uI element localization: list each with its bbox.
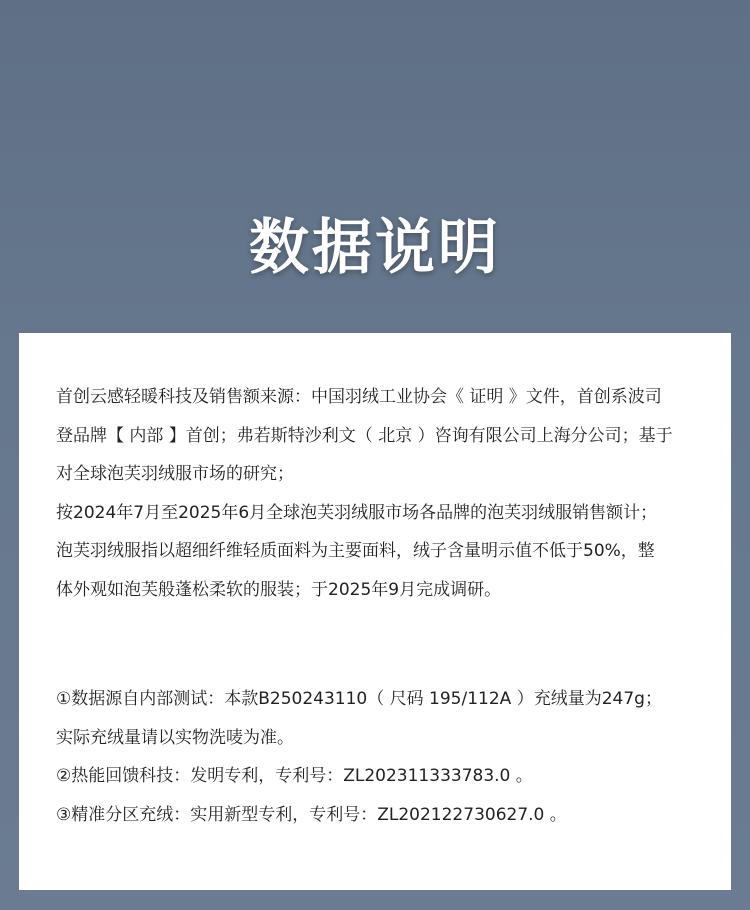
text-line: 泡芙羽绒服指以超细纤维轻质面料为主要面料，绒子含量明示值不低于50%，整 — [56, 541, 655, 562]
text-line: 登品牌【 内部 】首创；弗若斯特沙利文（ 北京 ）咨询有限公司上海分公司；基于 — [56, 425, 673, 446]
page-title: 数据说明 — [249, 213, 501, 283]
footnote-1-line-2: 实际充绒量请以实物洗唛为准。 — [56, 727, 294, 748]
footnote-2: ②热能回馈科技：发明专利，专利号：ZL202311333783.0 。 — [56, 766, 533, 787]
data-source-paragraph — [56, 378, 706, 610]
text-line: 体外观如泡芙般蓬松柔软的服装；于2025年9月完成调研。 — [56, 579, 502, 600]
footnote-1-line-1: ①数据源自内部测试：本款B250243110（ 尺码 195/112A ）充绒量为247g； — [56, 689, 662, 709]
text-line: 按2024年7月至2025年6月全球泡芙羽绒服市场各品牌的泡芙羽绒服销售额计； — [56, 502, 658, 523]
text-line: 对全球泡芙羽绒服市场的研究； — [56, 464, 294, 485]
footnotes-paragraph — [56, 680, 706, 834]
notice-card — [19, 333, 731, 890]
text-line: 首创云感轻暖科技及销售额来源：中国羽绒工业协会《 证明 》文件，首创系波司 — [56, 387, 662, 407]
footnote-3: ③精准分区充绒：实用新型专利，专利号：ZL202122730627.0 。 — [56, 804, 567, 825]
